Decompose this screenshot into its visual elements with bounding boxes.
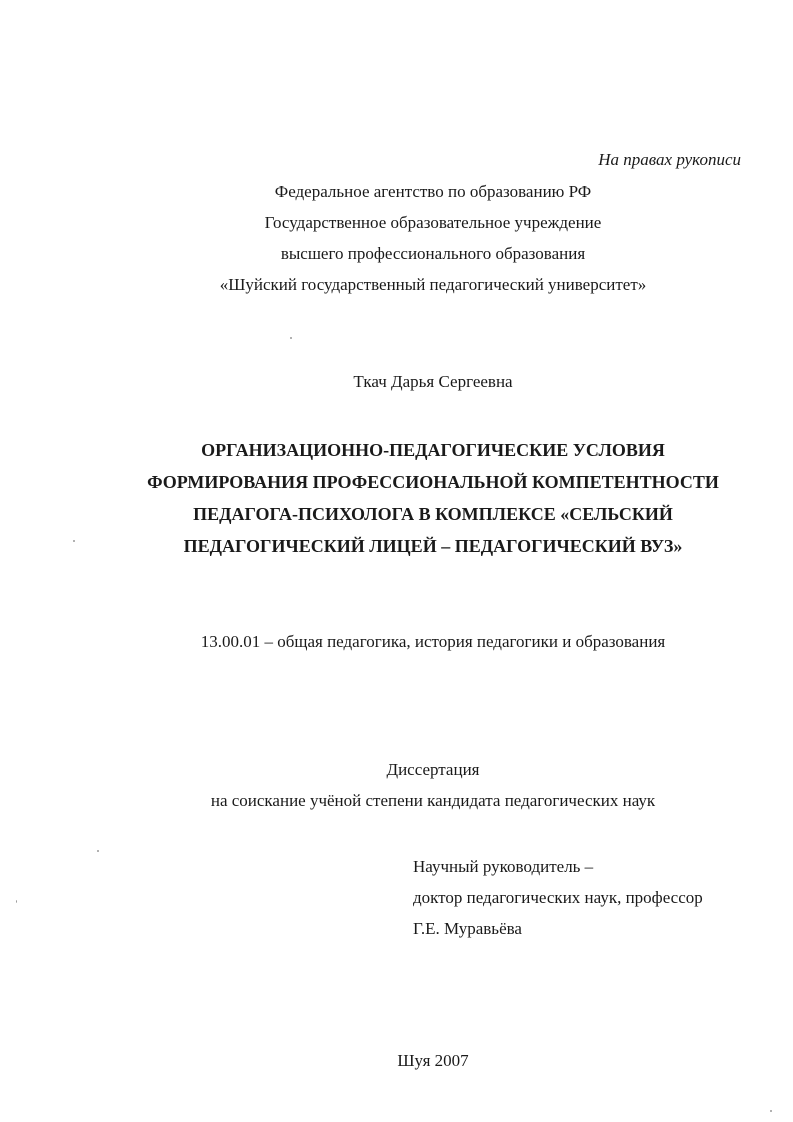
org-line-institution-type: Государственное образовательное учреждение [264, 213, 602, 232]
title-line: ФОРМИРОВАНИЯ ПРОФЕССИОНАЛЬНОЙ КОМПЕТЕНТНОСТИ [147, 472, 719, 492]
degree-purpose: на соискание учёной степени кандидата педагогических наук [210, 791, 656, 810]
title-line: ПЕДАГОГА-ПСИХОЛОГА В КОМПЛЕКСЕ «СЕЛЬСКИЙ [193, 504, 673, 524]
scan-speck [97, 850, 99, 852]
scan-speck [290, 337, 292, 339]
org-line-education-level: высшего профессионального образования [280, 244, 586, 263]
manuscript-note: На правах рукописи [598, 150, 741, 169]
supervisor-credentials: доктор педагогических наук, профессор [413, 888, 703, 907]
place-and-year: Шуя 2007 [397, 1051, 469, 1070]
supervisor-name: Г.Е. Муравьёва [413, 919, 522, 938]
specialty-code: 13.00.01 – общая педагогика, история педагогики и образования [200, 632, 666, 651]
degree-type: Диссертация [386, 760, 480, 779]
title-line: ОРГАНИЗАЦИОННО-ПЕДАГОГИЧЕСКИЕ УСЛОВИЯ [201, 440, 665, 460]
scan-speck [16, 900, 17, 903]
scan-speck [770, 1110, 772, 1112]
org-line-agency: Федеральное агентство по образованию РФ [274, 182, 592, 201]
title-line: ПЕДАГОГИЧЕСКИЙ ЛИЦЕЙ – ПЕДАГОГИЧЕСКИЙ ВУЗ» [183, 536, 683, 556]
author-name: Ткач Дарья Сергеевна [353, 372, 513, 391]
supervisor-label: Научный руководитель – [413, 857, 594, 876]
dissertation-title [0, 434, 793, 562]
org-line-university-name: «Шуйский государственный педагогический университет» [219, 275, 647, 294]
scan-speck [73, 540, 75, 542]
